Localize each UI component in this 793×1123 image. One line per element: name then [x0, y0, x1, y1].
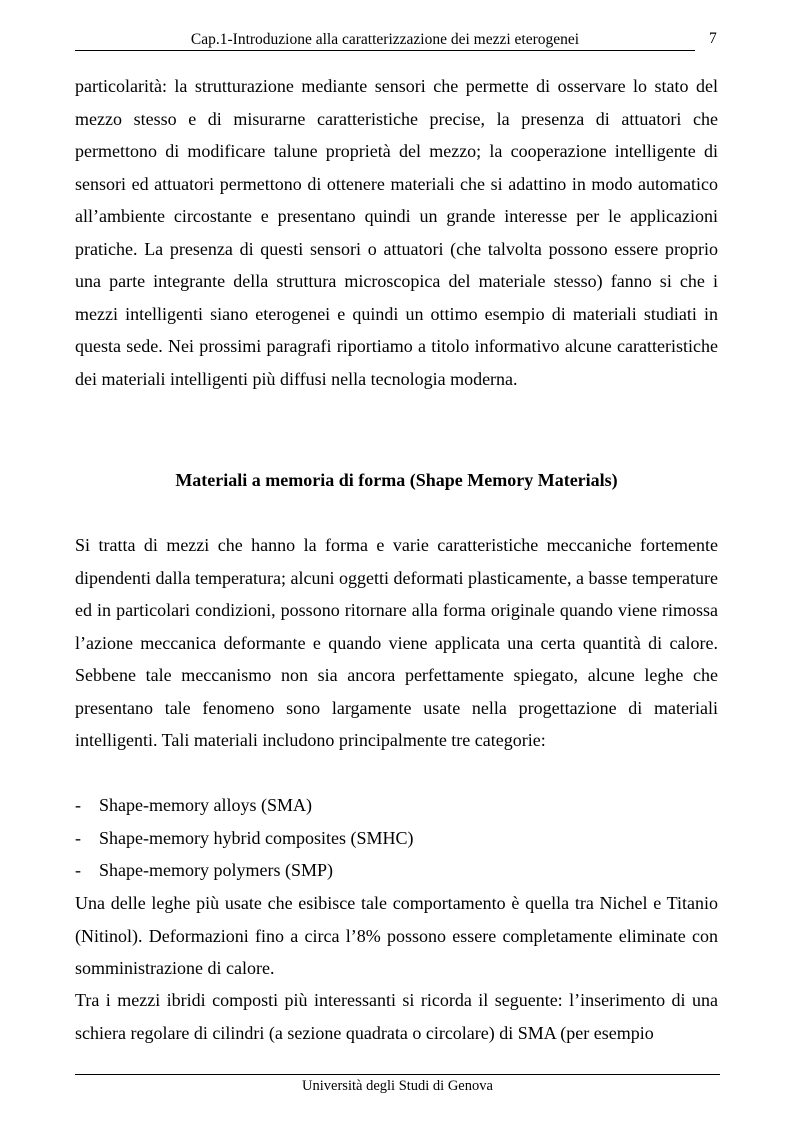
list-item-text: Shape-memory hybrid composites (SMHC) — [99, 827, 414, 848]
category-list — [75, 789, 718, 887]
page-footer — [75, 1074, 720, 1095]
paragraph-intro: particolarità: la strutturazione mediante sensori che permette di osservare lo stato del mezzo stesso e di misurarne caratteristiche precise, la presenza di attuatori che permettono di modificare talune proprietà del mezzo; la cooperazione intelligente di sensori ed attuatori permettono di ottenere materiali che si adattino in modo automatico all’ambiente circostante e presentano quindi un grande interesse per le applicazioni pratiche. La presenza di questi sensori o attuatori (che talvolta possono essere proprio una parte integrante della struttura microscopica del materiale stesso) fanno si che i mezzi intelligenti siano eterogenei e quindi un ottimo esempio di materiali studiati in questa sede. Nei prossimi paragrafi riportiamo a titolo informativo alcune caratteristiche dei materiali intelligenti più diffusi nella tecnologia moderna. — [75, 76, 718, 389]
running-header — [75, 30, 695, 51]
list-bullet: - — [75, 860, 81, 880]
paragraph-hybrid: Tra i mezzi ibridi composti più interessanti si ricorda il seguente: l’inserimento di una schiera regolare di cilindri (a sezione quadrata o circolare) di SMA (per esempio — [75, 990, 718, 1043]
list-item — [75, 822, 718, 855]
paragraph-shape-memory: Si tratta di mezzi che hanno la forma e varie caratteristiche meccaniche fortemente dipendenti dalla temperatura; alcuni oggetti deformati plasticamente, a basse temperature ed in particolari condizioni, possono ritornare alla forma originale quando viene rimossa l’azione meccanica deformante e quando viene applicata una certa quantità di calore. Sebbene tale meccanismo non sia ancora perfettamente spiegato, alcune leghe che presentano tale fenomeno sono largamente usate nella progettazione di materiali intelligenti. Tali materiali includono principalmente tre categorie: — [75, 535, 718, 750]
page-number: 7 — [709, 30, 717, 47]
list-item-text: Shape-memory alloys (SMA) — [99, 795, 312, 815]
footer-text: Università degli Studi di Genova — [302, 1078, 493, 1094]
header-title: Cap.1-Introduzione alla caratterizzazione dei mezzi eterogenei — [190, 31, 580, 48]
list-bullet: - — [75, 827, 81, 848]
list-item-text: Shape-memory polymers (SMP) — [99, 860, 333, 880]
paragraph-nitinol: Una delle leghe più usate che esibisce tale comportamento è quella tra Nichel e Titanio (Nitinol). Deformazioni fino a circa l’8% possono essere completamente eliminate con somministrazione di calore. — [75, 893, 718, 978]
list-bullet: - — [75, 795, 81, 815]
list-item — [75, 854, 718, 887]
list-item — [75, 789, 718, 822]
section-heading: Materiali a memoria di forma (Shape Memory Materials) — [175, 470, 618, 490]
